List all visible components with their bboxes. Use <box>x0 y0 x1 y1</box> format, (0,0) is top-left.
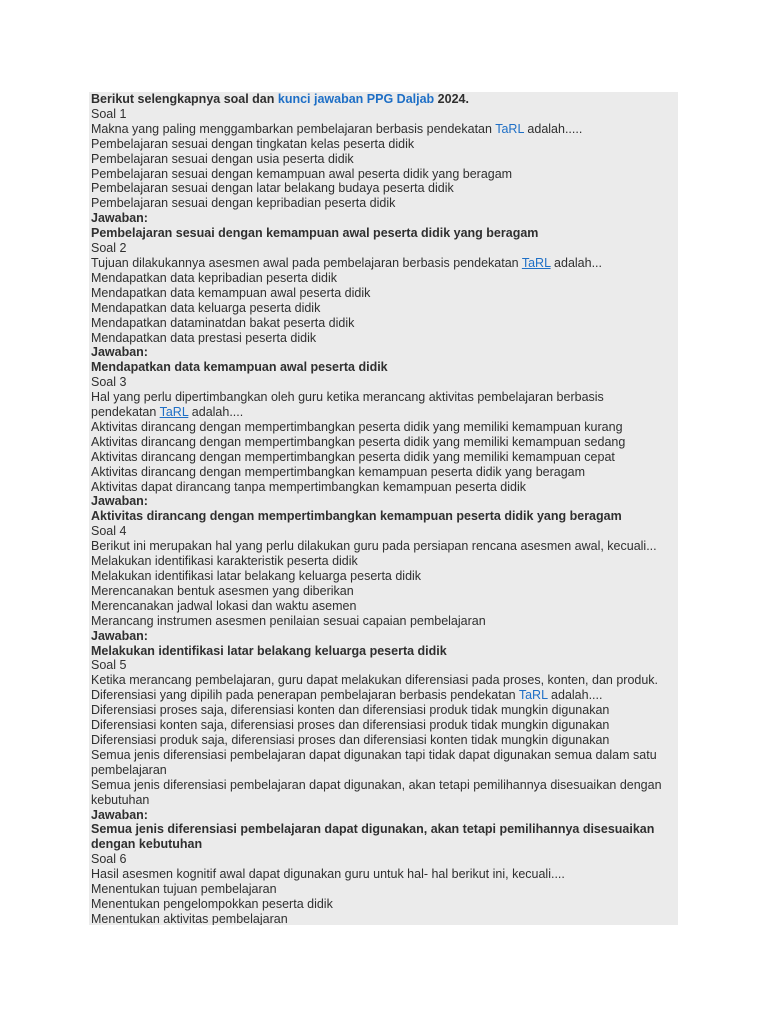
q2-answer: Mendapatkan data kemampuan awal peserta didik <box>91 360 388 375</box>
q2-option: Mendapatkan data kepribadian peserta didik <box>91 270 338 285</box>
q2-option: Mendapatkan data prestasi peserta didik <box>91 330 317 345</box>
q5-option: Diferensiasi proses saja, diferensiasi konten dan diferensiasi produk tidak mungkin digunakan <box>91 703 610 718</box>
q5-answer: Semua jenis diferensiasi pembelajaran dapat digunakan, akan tetapi pemilihannya disesuaikan dengan kebutuhan <box>91 822 655 852</box>
q2-question: Tujuan dilakukannya asesmen awal pada pembelajaran berbasis pendekatan TaRL adalah... <box>91 255 603 270</box>
q4-label: Soal 4 <box>91 524 127 539</box>
q6-label: Soal 6 <box>91 852 127 867</box>
q3-label: Soal 3 <box>91 375 127 390</box>
intro-year: 2024. <box>434 92 469 106</box>
q1-option: Pembelajaran sesuai dengan kepribadian peserta didik <box>91 196 396 211</box>
q6-option: Menentukan pengelompokkan peserta didik <box>91 896 333 911</box>
q1-option: Pembelajaran sesuai dengan tingkatan kelas peserta didik <box>91 136 415 151</box>
q6-option: Menentukan tujuan pembelajaran <box>91 882 277 897</box>
tarl-link[interactable]: TaRL <box>495 121 524 136</box>
tarl-link[interactable]: TaRL <box>521 255 551 270</box>
intro-text: Berikut selengkapnya soal dan <box>91 92 278 106</box>
q4-answer: Melakukan identifikasi latar belakang keluarga peserta didik <box>91 643 447 658</box>
q5-option: Diferensiasi konten saja, diferensiasi proses dan diferensiasi produk tidak mungkin digunakan <box>91 718 610 733</box>
q1-label: Soal 1 <box>91 106 127 121</box>
q1-answer: Pembelajaran sesuai dengan kemampuan awal peserta didik yang beragam <box>91 226 539 241</box>
q4-option: Merencanakan bentuk asesmen yang diberikan <box>91 583 354 598</box>
q5-option: Semua jenis diferensiasi pembelajaran dapat digunakan tapi tidak dapat digunakan semua dalam satu pembelajaran <box>91 747 657 777</box>
q5-option: Semua jenis diferensiasi pembelajaran dapat digunakan, akan tetapi pemilihannya disesuaikan dengan kebutuhan <box>91 777 662 807</box>
q4-option: Merancang instrumen asesmen penilaian sesuai capaian pembelajaran <box>91 613 486 628</box>
q3-answer-label: Jawaban: <box>91 494 148 509</box>
q4-answer-label: Jawaban: <box>91 628 148 643</box>
q5-answer-label: Jawaban: <box>91 807 148 822</box>
q3-option: Aktivitas dirancang dengan mempertimbangkan peserta didik yang memiliki kemampuan cepat <box>91 449 615 464</box>
q5-label: Soal 5 <box>91 658 127 673</box>
q3-answer: Aktivitas dirancang dengan mempertimbangkan kemampuan peserta didik yang beragam <box>91 509 622 524</box>
document-page <box>89 92 678 925</box>
ppg-answer-key-link[interactable]: kunci jawaban PPG Daljab <box>277 92 435 106</box>
intro-line <box>91 92 678 107</box>
q6-question: Hasil asesmen kognitif awal dapat digunakan guru untuk hal- hal berikut ini, kecuali.... <box>91 867 565 882</box>
q3-question-line2: pendekatan TaRL adalah.... <box>91 405 244 420</box>
q1-answer-label: Jawaban: <box>91 211 148 226</box>
tarl-link[interactable]: TaRL <box>518 688 548 703</box>
q5-question-line1: Ketika merancang pembelajaran, guru dapat melakukan diferensiasi pada proses, konten, dan produk. <box>91 673 659 688</box>
q4-option: Merencanakan jadwal lokasi dan waktu asemen <box>91 598 357 613</box>
q1-option: Pembelajaran sesuai dengan usia peserta didik <box>91 151 354 166</box>
q2-answer-label: Jawaban: <box>91 345 148 360</box>
q5-option: Diferensiasi produk saja, diferensiasi proses dan diferensiasi konten tidak mungkin digunakan <box>91 732 610 747</box>
q3-option: Aktivitas dirancang dengan mempertimbangkan peserta didik yang memiliki kemampuan sedang <box>91 434 626 449</box>
q2-option: Mendapatkan data keluarga peserta didik <box>91 300 321 315</box>
q3-option: Aktivitas dapat dirancang tanpa mempertimbangkan kemampuan peserta didik <box>91 479 526 494</box>
q3-question-line1: Hal yang perlu dipertimbangkan oleh guru ketika merancang aktivitas pembelajaran berbasis <box>91 390 604 405</box>
q6-option: Menentukan aktivitas pembelajaran <box>91 911 288 925</box>
q2-option: Mendapatkan dataminatdan bakat peserta didik <box>91 315 355 330</box>
q1-option: Pembelajaran sesuai dengan kemampuan awal peserta didik yang beragam <box>91 166 513 181</box>
q1-question: Makna yang paling menggambarkan pembelajaran berbasis pendekatan TaRL adalah..... <box>91 121 583 136</box>
q2-label: Soal 2 <box>91 241 127 256</box>
tarl-link[interactable]: TaRL <box>159 405 189 420</box>
q1-option: Pembelajaran sesuai dengan latar belakang budaya peserta didik <box>91 181 454 196</box>
q3-option: Aktivitas dirancang dengan mempertimbangkan peserta didik yang memiliki kemampuan kurang <box>91 419 623 434</box>
q4-question: Berikut ini merupakan hal yang perlu dilakukan guru pada persiapan rencana asesmen awal, kecuali... <box>91 539 657 554</box>
q2-option: Mendapatkan data kemampuan awal peserta didik <box>91 285 371 300</box>
q5-question-line2: Diferensiasi yang dipilih pada penerapan pembelajaran berbasis pendekatan TaRL adalah.... <box>91 688 603 703</box>
q4-option: Melakukan identifikasi karakteristik peserta didik <box>91 554 358 569</box>
q3-option: Aktivitas dirancang dengan mempertimbangkan kemampuan peserta didik yang beragam <box>91 464 586 479</box>
q4-option: Melakukan identifikasi latar belakang keluarga peserta didik <box>91 569 422 583</box>
